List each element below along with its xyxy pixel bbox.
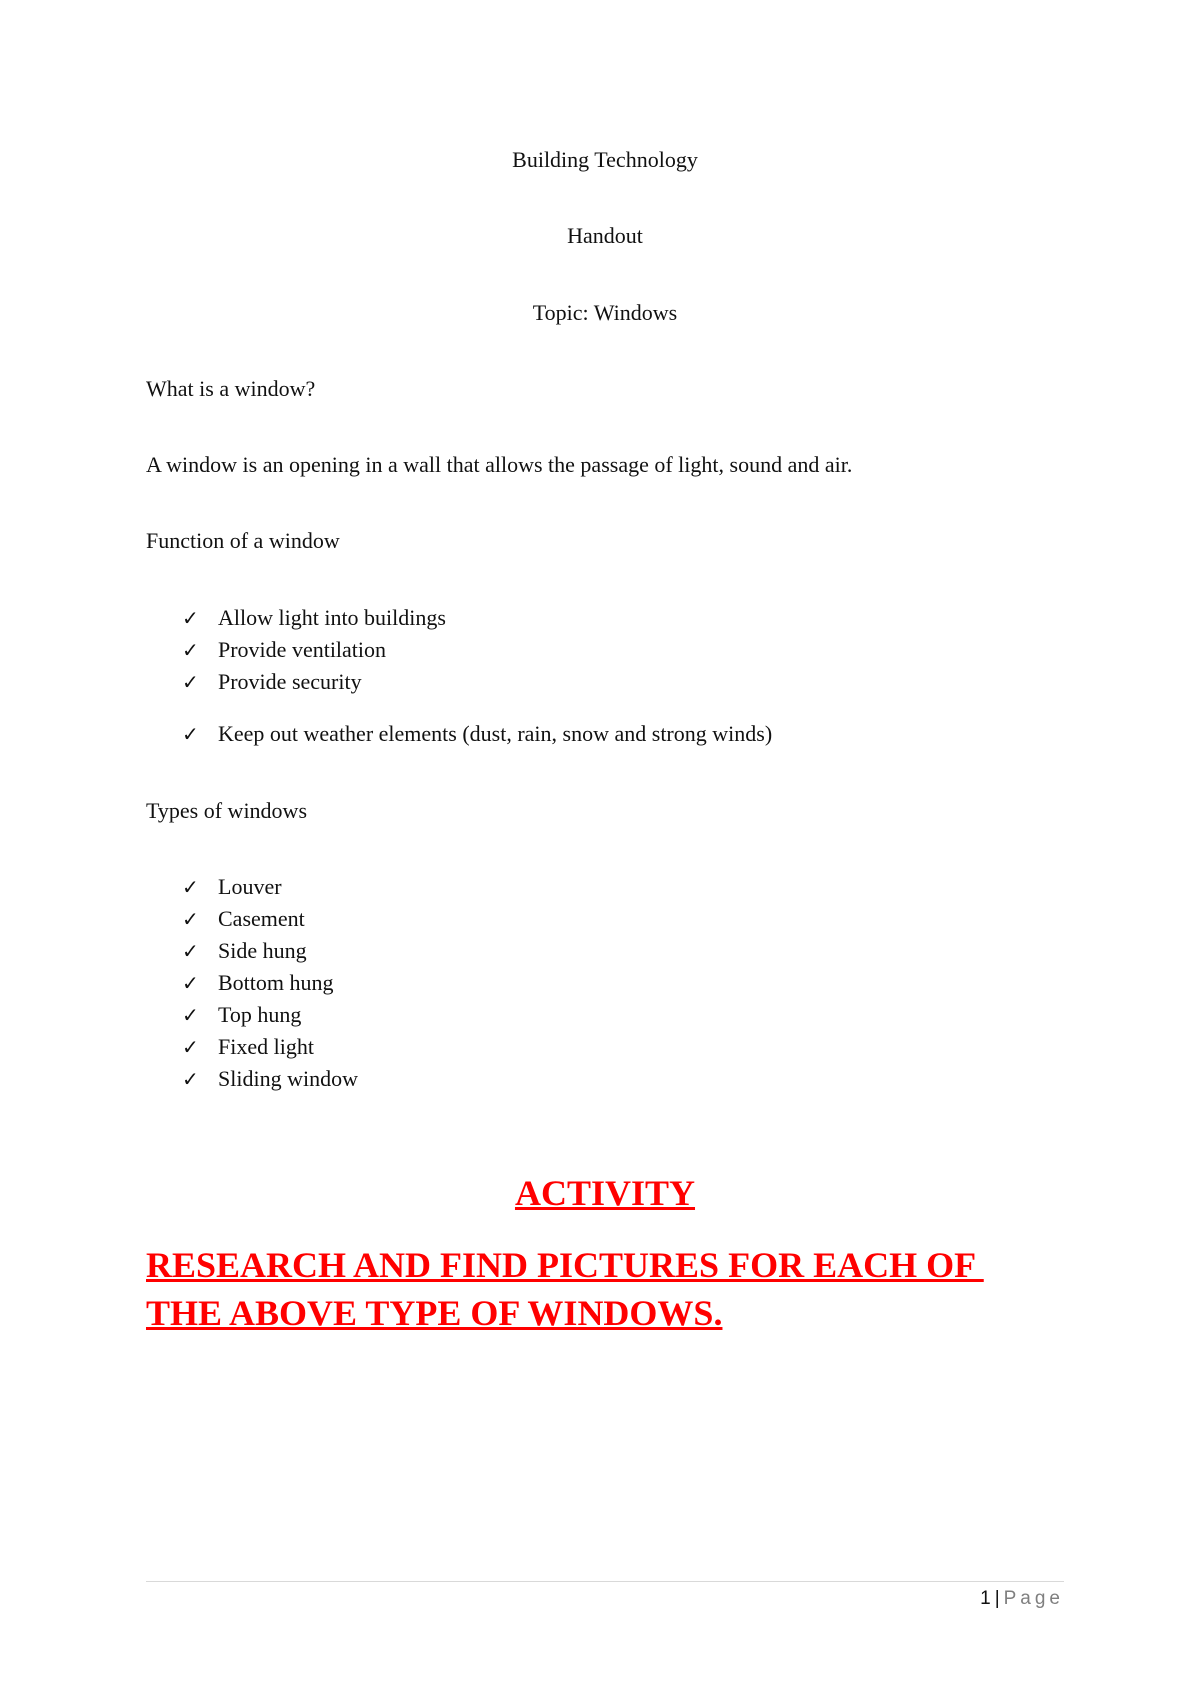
list-item-text: Allow light into buildings [218, 605, 446, 630]
question-heading: What is a window? [146, 376, 316, 401]
check-icon: ✓ [182, 875, 199, 899]
document-type: Handout [567, 223, 643, 248]
list-item [182, 720, 772, 748]
list-item [182, 969, 334, 997]
activity-title: ACTIVITY [514, 1173, 696, 1213]
list-item-text: Casement [218, 906, 305, 931]
page-footer [980, 1587, 1064, 1611]
functions-heading: Function of a window [146, 528, 340, 553]
list-item-text: Provide ventilation [218, 637, 387, 662]
check-icon: ✓ [182, 1067, 199, 1091]
list-item [182, 905, 305, 933]
definition-text: A window is an opening in a wall that allows the passage of light, sound and air. [146, 452, 853, 477]
list-item-text: Keep out weather elements (dust, rain, snow and strong winds) [218, 721, 773, 746]
list-item [182, 873, 282, 901]
list-item [182, 937, 307, 965]
check-icon: ✓ [182, 1003, 199, 1027]
check-icon: ✓ [182, 907, 199, 931]
check-icon: ✓ [182, 606, 199, 630]
list-item-text: Louver [218, 874, 282, 899]
topic-line: Topic: Windows [532, 300, 678, 325]
types-heading: Types of windows [146, 798, 308, 823]
list-item [182, 1065, 358, 1093]
check-icon: ✓ [182, 1035, 199, 1059]
check-icon: ✓ [182, 939, 199, 963]
check-icon: ✓ [182, 638, 199, 662]
check-icon: ✓ [182, 971, 199, 995]
footer-divider [146, 1581, 1064, 1582]
list-item-text: Top hung [218, 1002, 302, 1027]
list-item-text: Sliding window [218, 1066, 358, 1091]
page-number: 1 [980, 1588, 991, 1609]
activity-instructions [146, 1241, 1046, 1337]
list-item [182, 636, 386, 664]
activity-line: RESEARCH AND FIND PICTURES FOR EACH OF [146, 1245, 984, 1285]
list-item [182, 604, 446, 632]
subject-title: Building Technology [512, 147, 698, 172]
activity-line: THE ABOVE TYPE OF WINDOWS. [146, 1293, 723, 1333]
list-item [182, 1001, 301, 1029]
list-item [182, 668, 362, 696]
list-item-text: Provide security [218, 669, 362, 694]
list-item [182, 1033, 314, 1061]
list-item-text: Fixed light [218, 1034, 314, 1059]
list-item-text: Side hung [218, 938, 307, 963]
page-label: Page [1003, 1588, 1064, 1609]
check-icon: ✓ [182, 670, 199, 694]
footer-separator: | [994, 1588, 1000, 1609]
check-icon: ✓ [182, 722, 199, 746]
list-item-text: Bottom hung [218, 970, 334, 995]
